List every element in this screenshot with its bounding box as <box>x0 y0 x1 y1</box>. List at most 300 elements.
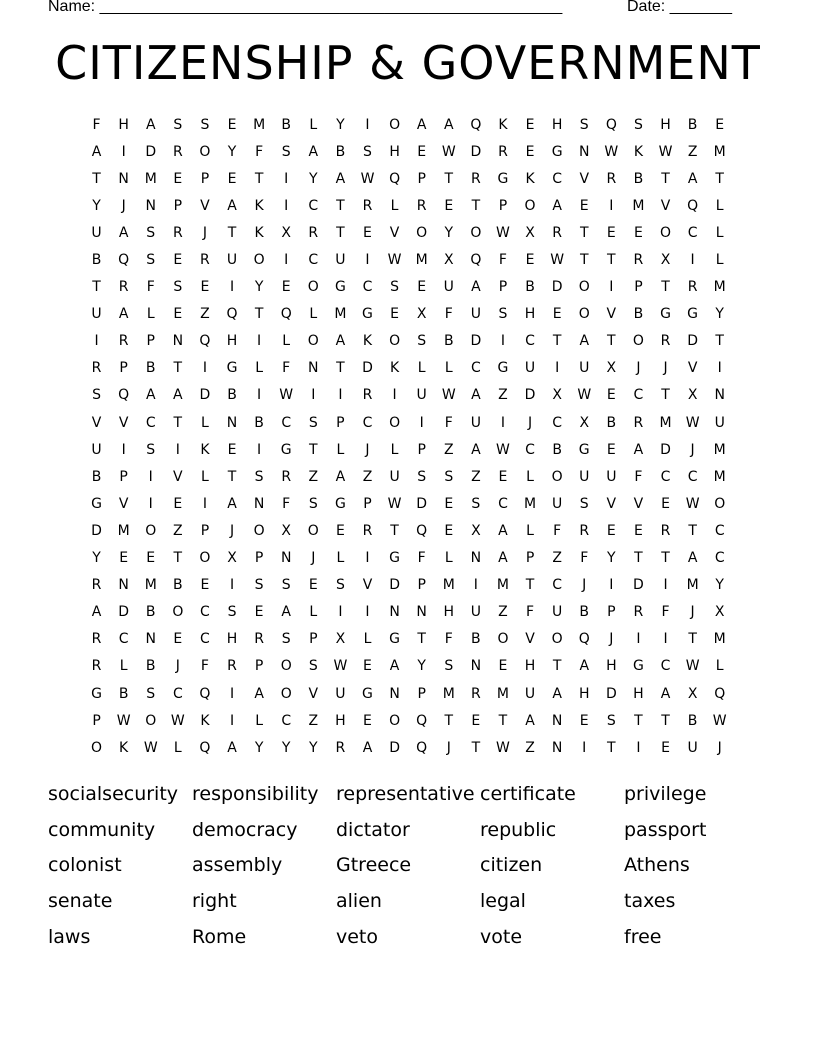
grid-letter: P <box>119 360 128 377</box>
grid-letter: H <box>226 333 238 350</box>
grid-letter: N <box>118 170 129 187</box>
word-bank-item: socialsecurity <box>48 782 179 805</box>
grid-letter: G <box>91 685 102 702</box>
grid-letter: I <box>609 577 614 594</box>
grid-letter: C <box>362 414 373 431</box>
grid-letter: C <box>525 333 535 350</box>
grid-letter: P <box>336 414 345 431</box>
grid-letter: B <box>91 468 102 485</box>
grid-letter: D <box>660 441 671 458</box>
grid-letter: F <box>444 631 453 648</box>
grid-letter: G <box>389 631 400 648</box>
grid-letter: C <box>172 685 183 702</box>
grid-letter: R <box>633 604 644 621</box>
grid-letter: I <box>202 495 207 512</box>
word-bank-item: Rome <box>192 926 247 949</box>
grid-letter: Z <box>443 441 454 458</box>
grid-letter: R <box>172 224 183 241</box>
word-bank-item: assembly <box>192 854 283 877</box>
grid-letter: X <box>471 522 481 539</box>
grid-letter: N <box>389 604 400 621</box>
grid-letter: G <box>334 279 346 296</box>
grid-letter: W <box>496 739 510 756</box>
word-bank-item: citizen <box>480 854 543 877</box>
grid-letter: W <box>496 441 510 458</box>
grid-letter: S <box>579 495 589 512</box>
grid-letter: S <box>173 279 183 296</box>
grid-letter: D <box>687 333 698 350</box>
grid-letter: A <box>118 224 129 241</box>
grid-letter: T <box>390 522 399 539</box>
grid-letter: Q <box>687 197 699 214</box>
grid-letter: Z <box>173 522 183 539</box>
grid-letter: C <box>660 658 671 675</box>
grid-letter: A <box>281 604 291 621</box>
grid-letter: D <box>199 387 211 404</box>
grid-letter: D <box>145 143 157 160</box>
grid-letter: G <box>362 685 373 702</box>
word-bank-item: Gtreece <box>336 854 412 877</box>
grid-letter: O <box>578 279 590 296</box>
grid-letter: R <box>470 685 481 702</box>
grid-letter: J <box>446 739 451 756</box>
grid-letter: T <box>92 279 101 296</box>
grid-letter: M <box>713 468 726 485</box>
grid-letter: T <box>309 441 318 458</box>
grid-letter: L <box>715 224 724 241</box>
grid-letter: R <box>660 333 671 350</box>
grid-letter: E <box>471 712 481 729</box>
grid-letter: O <box>660 224 672 241</box>
grid-letter: F <box>444 306 453 323</box>
grid-letter: V <box>633 495 644 512</box>
grid-letter: R <box>606 170 617 187</box>
grid-letter: O <box>389 712 401 729</box>
grid-letter: A <box>687 170 698 187</box>
grid-letter: E <box>227 116 237 133</box>
grid-letter: H <box>389 143 400 160</box>
grid-letter: V <box>525 631 535 648</box>
grid-letter: F <box>634 468 643 485</box>
grid-letter: N <box>308 360 319 377</box>
grid-letter: D <box>633 577 644 594</box>
grid-letter: I <box>284 197 289 214</box>
grid-letter: S <box>363 143 372 160</box>
grid-letter: F <box>255 143 264 160</box>
grid-letter: P <box>200 522 210 539</box>
grid-letter: W <box>143 739 158 756</box>
grid-letter: C <box>281 414 292 431</box>
grid-letter: L <box>336 441 345 458</box>
grid-letter: D <box>416 495 428 512</box>
grid-letter: W <box>577 387 592 404</box>
grid-letter: I <box>392 387 397 404</box>
grid-letter: P <box>417 170 426 187</box>
grid-letter: T <box>607 333 616 350</box>
grid-letter: L <box>715 197 724 214</box>
grid-letter: R <box>308 224 319 241</box>
grid-letter: S <box>146 224 156 241</box>
grid-letter: Q <box>416 712 428 729</box>
grid-letter: U <box>91 441 102 458</box>
grid-letter: F <box>444 414 453 431</box>
grid-letter: U <box>606 468 617 485</box>
grid-letter: U <box>389 468 400 485</box>
grid-letter: Y <box>715 306 724 323</box>
grid-letter: U <box>470 306 481 323</box>
grid-letter: G <box>551 143 563 160</box>
grid-letter: L <box>715 658 724 675</box>
grid-letter: Y <box>309 170 318 187</box>
grid-letter: T <box>471 739 481 756</box>
grid-letter: S <box>200 116 210 133</box>
grid-letter: I <box>121 441 126 458</box>
grid-letter: Y <box>92 550 101 567</box>
grid-letter: I <box>121 143 126 160</box>
grid-letter: W <box>170 712 185 729</box>
grid-letter: L <box>526 468 534 485</box>
grid-letter: U <box>470 414 481 431</box>
grid-letter: Y <box>715 577 724 594</box>
grid-letter: R <box>254 631 264 648</box>
grid-letter: O <box>389 116 401 133</box>
grid-letter: Z <box>471 468 481 485</box>
grid-letter: F <box>200 658 209 675</box>
grid-letter: I <box>202 360 207 377</box>
grid-letter: Q <box>118 387 130 404</box>
grid-letter: I <box>311 387 316 404</box>
grid-letter: V <box>389 224 400 241</box>
grid-letter: X <box>443 252 454 269</box>
grid-letter: P <box>92 712 101 729</box>
grid-letter: A <box>335 468 346 485</box>
grid-letter: A <box>227 739 237 756</box>
grid-letter: T <box>688 631 697 648</box>
grid-letter: B <box>173 577 183 594</box>
grid-letter: R <box>687 279 698 296</box>
grid-letter: V <box>118 414 129 431</box>
grid-letter: O <box>714 495 726 512</box>
grid-letter: P <box>363 495 372 512</box>
grid-letter: S <box>444 658 454 675</box>
grid-letter: Q <box>578 631 590 648</box>
grid-letter: N <box>416 604 427 621</box>
grid-letter: B <box>606 414 617 431</box>
grid-letter: E <box>444 197 454 214</box>
grid-letter: A <box>254 685 264 702</box>
grid-letter: A <box>471 387 481 404</box>
grid-letter: A <box>660 685 671 702</box>
grid-letter: A <box>552 197 562 214</box>
grid-letter: H <box>606 658 617 675</box>
grid-letter: A <box>91 604 102 621</box>
grid-letter: M <box>686 577 699 594</box>
grid-letter: N <box>389 685 400 702</box>
grid-letter: L <box>336 550 345 567</box>
grid-letter: Z <box>498 604 508 621</box>
grid-letter: A <box>525 712 535 729</box>
grid-letter: I <box>338 387 343 404</box>
grid-letter: U <box>579 468 590 485</box>
grid-letter: I <box>609 197 614 214</box>
grid-letter: B <box>91 252 102 269</box>
grid-letter: R <box>579 522 590 539</box>
grid-letter: S <box>254 468 264 485</box>
grid-letter: I <box>582 739 587 756</box>
grid-letter: O <box>632 333 644 350</box>
grid-letter: T <box>579 252 589 269</box>
grid-letter: U <box>335 685 346 702</box>
grid-letter: K <box>254 197 264 214</box>
grid-letter: Z <box>687 143 698 160</box>
grid-letter: N <box>578 143 590 160</box>
grid-letter: D <box>118 604 130 621</box>
grid-letter: P <box>498 197 508 214</box>
grid-letter: J <box>582 577 587 594</box>
grid-letter: L <box>119 658 128 675</box>
grid-letter: X <box>281 224 291 241</box>
grid-letter: A <box>91 143 102 160</box>
grid-letter: H <box>118 116 129 133</box>
grid-letter: E <box>417 279 427 296</box>
grid-letter: G <box>226 360 238 377</box>
word-bank-item: free <box>624 926 662 949</box>
grid-letter: E <box>525 143 535 160</box>
grid-letter: C <box>362 279 373 296</box>
grid-letter: G <box>280 441 292 458</box>
grid-letter: L <box>255 712 264 729</box>
grid-letter: C <box>552 577 563 594</box>
grid-letter: J <box>527 414 533 431</box>
grid-letter: Q <box>118 252 130 269</box>
grid-letter: N <box>118 577 129 594</box>
grid-letter: A <box>118 306 129 323</box>
grid-letter: W <box>712 712 727 729</box>
grid-letter: R <box>498 143 508 160</box>
grid-letter: V <box>687 360 698 377</box>
grid-letter: D <box>389 739 400 756</box>
grid-letter: D <box>551 279 563 296</box>
grid-letter: O <box>578 306 590 323</box>
grid-letter: A <box>498 550 508 567</box>
grid-letter: B <box>687 116 698 133</box>
grid-letter: B <box>552 441 562 458</box>
grid-letter: T <box>634 550 643 567</box>
grid-letter: L <box>173 739 182 756</box>
grid-letter: H <box>660 116 671 133</box>
grid-letter: T <box>661 712 670 729</box>
grid-letter: G <box>389 550 400 567</box>
grid-letter: N <box>145 631 156 648</box>
grid-letter: Z <box>362 468 373 485</box>
grid-letter: P <box>309 631 318 648</box>
grid-letter: V <box>173 468 183 485</box>
grid-letter: X <box>227 550 237 567</box>
grid-letter: I <box>500 414 506 431</box>
grid-letter: P <box>119 468 128 485</box>
grid-letter: E <box>363 712 372 729</box>
grid-letter: I <box>419 414 424 431</box>
grid-letter: P <box>254 550 264 567</box>
grid-letter: L <box>309 306 318 323</box>
grid-letter: P <box>417 441 426 458</box>
grid-letter: S <box>281 631 291 648</box>
grid-letter: S <box>173 116 183 133</box>
grid-letter: E <box>606 522 616 539</box>
grid-letter: E <box>200 577 210 594</box>
word-bank-item: vote <box>480 926 523 949</box>
grid-letter: D <box>605 685 617 702</box>
grid-letter: C <box>687 224 698 241</box>
grid-letter: M <box>713 441 726 458</box>
grid-letter: Y <box>92 197 101 214</box>
grid-letter: R <box>91 577 102 594</box>
grid-letter: N <box>551 739 563 756</box>
grid-letter: S <box>606 712 616 729</box>
grid-letter: Q <box>416 522 428 539</box>
grid-letter: G <box>497 360 509 377</box>
grid-letter: U <box>687 739 698 756</box>
grid-letter: C <box>525 441 535 458</box>
grid-letter: M <box>144 170 157 187</box>
grid-letter: T <box>688 522 697 539</box>
grid-letter: R <box>200 252 210 269</box>
grid-letter: C <box>308 252 319 269</box>
grid-letter: T <box>661 550 670 567</box>
grid-letter: J <box>175 658 180 675</box>
grid-letter: T <box>444 712 454 729</box>
grid-letter: A <box>308 143 319 160</box>
grid-letter: N <box>226 414 238 431</box>
grid-letter: N <box>172 333 184 350</box>
grid-letter: J <box>121 197 126 214</box>
grid-letter: I <box>690 252 695 269</box>
grid-letter: L <box>201 468 209 485</box>
grid-letter: N <box>470 658 482 675</box>
grid-letter: I <box>284 170 289 187</box>
grid-letter: T <box>525 577 535 594</box>
grid-letter: H <box>335 712 346 729</box>
grid-letter: M <box>524 495 537 512</box>
grid-letter: B <box>145 360 156 377</box>
grid-letter: T <box>498 712 508 729</box>
grid-letter: R <box>362 197 373 214</box>
grid-letter: A <box>633 441 644 458</box>
grid-letter: U <box>416 387 427 404</box>
grid-letter: O <box>145 522 157 539</box>
grid-letter: N <box>551 712 563 729</box>
grid-letter: T <box>715 170 724 187</box>
grid-letter: E <box>335 522 345 539</box>
grid-letter: G <box>497 170 509 187</box>
grid-letter: O <box>199 143 211 160</box>
word-bank-item: republic <box>480 818 557 841</box>
grid-letter: W <box>685 414 700 431</box>
grid-letter: D <box>470 143 482 160</box>
grid-letter: F <box>417 550 426 567</box>
grid-letter: V <box>308 685 319 702</box>
grid-letter: Z <box>498 387 508 404</box>
grid-letter: A <box>227 197 237 214</box>
grid-letter: I <box>636 631 641 648</box>
grid-letter: Q <box>470 116 482 133</box>
grid-letter: W <box>387 495 402 512</box>
grid-letter: E <box>254 604 264 621</box>
grid-letter: H <box>524 658 536 675</box>
grid-letter: O <box>199 550 211 567</box>
grid-letter: E <box>498 658 508 675</box>
grid-letter: E <box>606 441 616 458</box>
grid-letter: A <box>471 441 481 458</box>
grid-letter: Y <box>227 143 237 160</box>
grid-letter: I <box>175 441 180 458</box>
grid-letter: N <box>280 550 292 567</box>
grid-letter: T <box>227 224 237 241</box>
grid-letter: D <box>362 360 373 377</box>
grid-letter: H <box>443 604 455 621</box>
grid-letter: H <box>524 306 536 323</box>
grid-letter: H <box>578 685 590 702</box>
grid-letter: E <box>363 224 372 241</box>
grid-letter: R <box>660 522 671 539</box>
grid-letter: R <box>91 631 102 648</box>
grid-letter: W <box>496 224 510 241</box>
grid-letter: Q <box>226 306 238 323</box>
grid-letter: F <box>498 252 507 269</box>
grid-letter: M <box>334 306 347 323</box>
grid-letter: J <box>609 631 614 648</box>
word-bank-item: responsibility <box>192 782 319 805</box>
grid-letter: S <box>308 658 318 675</box>
grid-letter: L <box>390 441 399 458</box>
grid-letter: G <box>334 495 346 512</box>
grid-letter: C <box>200 631 210 648</box>
grid-letter: S <box>471 495 481 512</box>
grid-letter: W <box>441 143 456 160</box>
grid-letter: Q <box>605 116 617 133</box>
grid-letter: E <box>579 712 589 729</box>
grid-letter: W <box>116 712 131 729</box>
grid-letter: B <box>281 116 291 133</box>
grid-letter: S <box>146 252 156 269</box>
word-bank-item: alien <box>336 890 382 913</box>
grid-letter: R <box>633 414 644 431</box>
grid-letter: M <box>144 577 157 594</box>
grid-letter: O <box>551 468 563 485</box>
grid-letter: J <box>663 360 668 377</box>
grid-letter: R <box>362 522 373 539</box>
grid-letter: I <box>500 333 506 350</box>
grid-letter: B <box>443 333 454 350</box>
grid-letter: L <box>309 116 318 133</box>
grid-letter: M <box>713 143 726 160</box>
grid-letter: K <box>525 170 535 187</box>
grid-letter: E <box>173 306 183 323</box>
grid-letter: I <box>229 712 235 729</box>
grid-letter: J <box>202 224 207 241</box>
grid-letter: R <box>552 224 562 241</box>
grid-letter: K <box>200 712 210 729</box>
grid-letter: N <box>145 197 156 214</box>
grid-letter: S <box>390 279 400 296</box>
grid-letter: Q <box>280 306 292 323</box>
grid-letter: G <box>578 441 590 458</box>
grid-letter: C <box>118 631 129 648</box>
grid-letter: X <box>281 522 291 539</box>
word-bank-item: privilege <box>624 782 707 805</box>
grid-letter: A <box>362 739 373 756</box>
grid-letter: V <box>606 495 617 512</box>
